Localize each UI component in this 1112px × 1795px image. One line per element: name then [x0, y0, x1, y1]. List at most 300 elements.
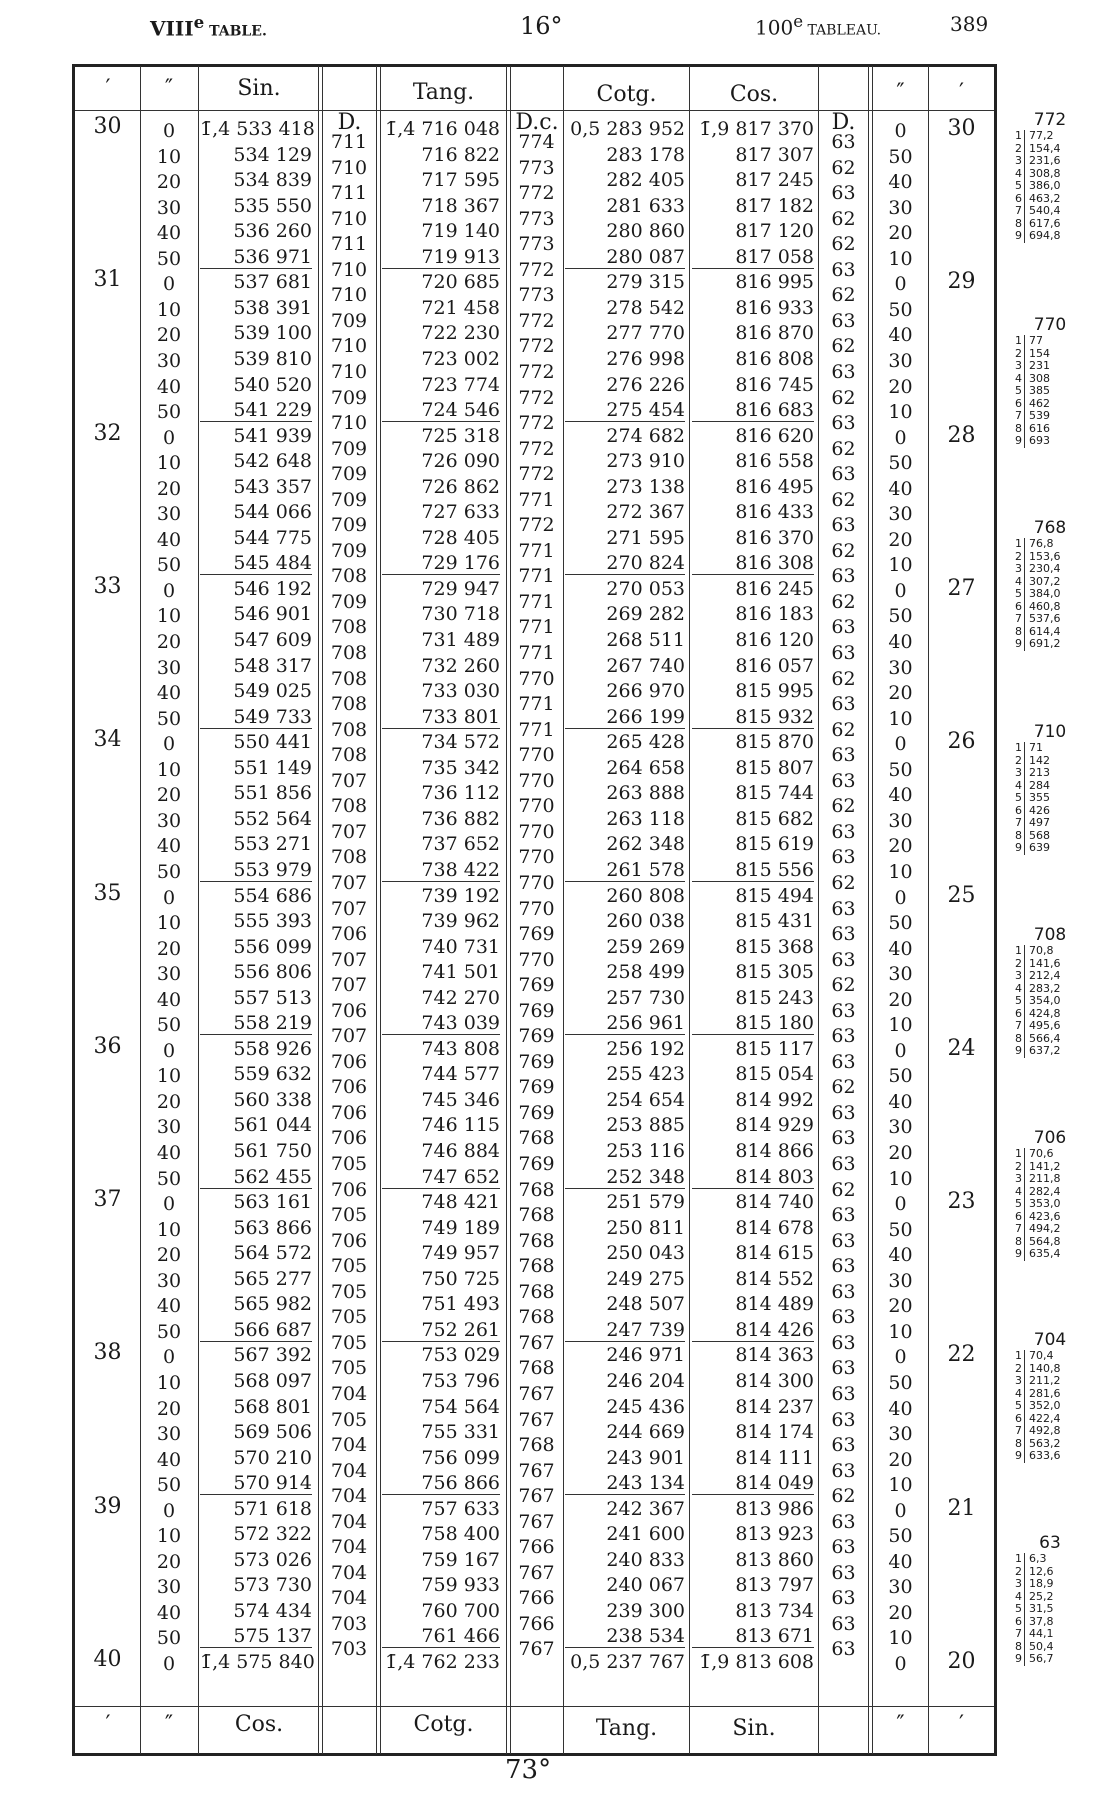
pp-row [1010, 1248, 1100, 1261]
second-left: 40 [156, 835, 182, 858]
diff-tan: 773 [518, 233, 555, 256]
cos-value: 814 552 [735, 1267, 814, 1290]
minute-right: 26 [947, 729, 976, 755]
tang-value: 718 367 [421, 194, 500, 217]
second-left: 30 [156, 1423, 182, 1446]
cos-value: 815 995 [735, 680, 814, 703]
pp-row [1010, 1400, 1100, 1413]
cotg-value: 240 067 [606, 1574, 685, 1597]
second-left: 50 [156, 247, 182, 270]
sin-value: 569 506 [233, 1421, 312, 1444]
diff-sin: 707 [330, 1025, 368, 1048]
second-right: 50 [888, 145, 913, 168]
diff-sin: 706 [330, 1127, 368, 1150]
foot-sin: Sin. [732, 1716, 776, 1741]
diff-cos: 63 [831, 1510, 856, 1533]
col-minutes-right: ′ [959, 80, 964, 105]
sin-value: 575 137 [200, 1625, 312, 1648]
pp-value: 566,4 [1029, 1031, 1061, 1045]
pp-value: 141,2 [1029, 1159, 1061, 1173]
second-left: 20 [156, 171, 182, 194]
cotg-value: 250 043 [606, 1242, 685, 1265]
pp-value: 463,2 [1029, 191, 1061, 205]
minute-left: 33 [93, 573, 122, 599]
pp-title: 708 [1033, 925, 1067, 945]
diff-tan: 772 [518, 463, 555, 486]
cotg-value: 280 860 [606, 220, 685, 243]
tang-value: 724 546 [382, 399, 500, 422]
pp-value: 354,0 [1029, 994, 1061, 1007]
minute-right: 21 [947, 1495, 976, 1521]
pp-index: 3 [1010, 767, 1025, 780]
pp-index: 8 [1010, 830, 1025, 843]
cos-value: 814 111 [735, 1446, 814, 1469]
tang-value: 719 140 [421, 220, 500, 243]
sin-value: 558 926 [233, 1037, 312, 1060]
pp-row [1010, 1450, 1100, 1463]
pp-value: 76,8 [1029, 537, 1054, 550]
second-left: 50 [156, 860, 182, 883]
second-right: 30 [888, 656, 913, 679]
pp-row [1010, 1148, 1100, 1161]
pp-row [1010, 588, 1100, 601]
col-minutes: ′ [105, 76, 111, 101]
diff-tan: 767 [518, 1382, 555, 1405]
col-d-sin: D. [337, 110, 362, 135]
diff-cos: 63 [831, 1050, 856, 1073]
diff-cos: 63 [831, 1255, 856, 1278]
pp-index: 3 [1010, 360, 1025, 373]
diff-cos: 63 [831, 1306, 856, 1329]
second-left: 40 [156, 1601, 182, 1624]
diff-tan: 771 [518, 488, 555, 511]
tang-value: 752 261 [382, 1319, 500, 1342]
sin-value: 549 025 [233, 680, 312, 703]
sin-value: 541 229 [200, 399, 312, 422]
cos-value: 813 734 [735, 1599, 814, 1622]
second-right: 10 [888, 860, 913, 883]
pp-index: 6 [1010, 1616, 1025, 1629]
diff-cos: 63 [831, 1434, 856, 1457]
pp-value: 616 [1029, 421, 1050, 435]
cos-value: 816 620 [735, 424, 814, 447]
diff-tan: 768 [518, 1255, 555, 1278]
cos-value: 814 866 [735, 1140, 814, 1162]
pp-row [1010, 995, 1100, 1008]
tang-value: 746 884 [421, 1140, 500, 1162]
diff-sin: 708 [330, 718, 368, 741]
cotg-value: 253 885 [606, 1114, 685, 1137]
cos-value: 815 243 [735, 986, 814, 1009]
second-left: 30 [156, 1269, 182, 1292]
sin-value: 547 609 [233, 629, 312, 651]
pp-value: 497 [1029, 816, 1050, 829]
pp-value: 639 [1029, 841, 1050, 854]
diff-tan: 773 [518, 284, 555, 307]
cotg-value: 249 275 [606, 1267, 685, 1290]
pp-index: 1 [1010, 335, 1025, 348]
diff-sin: 709 [330, 539, 368, 562]
diff-tan: 768 [518, 1127, 555, 1150]
diff-cos: 63 [831, 1459, 856, 1482]
diff-cos: 63 [831, 131, 856, 153]
cotg-value: 256 192 [606, 1037, 685, 1060]
second-left: 50 [156, 554, 182, 577]
second-right: 10 [888, 1320, 913, 1343]
second-left: 0 [162, 733, 176, 756]
diff-tan: 770 [518, 795, 555, 818]
pp-value: 353,0 [1029, 1197, 1061, 1210]
pp-row [1010, 830, 1100, 843]
second-left: 10 [156, 145, 182, 168]
cotg-value: 260 808 [606, 884, 685, 907]
pp-block [1010, 315, 1100, 448]
cos-value: 1̄,9 817 370 [699, 118, 814, 140]
pp-index: 1 [1010, 1148, 1025, 1161]
sin-value: 558 219 [200, 1012, 312, 1035]
pp-value: 154,4 [1029, 141, 1061, 155]
tang-value: 741 501 [421, 961, 500, 984]
cotg-value: 238 534 [565, 1625, 685, 1648]
diff-cos: 62 [831, 667, 856, 690]
diff-cos: 63 [831, 923, 856, 946]
diff-cos: 62 [831, 207, 856, 230]
sin-value: 544 066 [233, 501, 312, 524]
cos-value: 814 300 [735, 1369, 814, 1392]
cos-value: 1̄,9 813 608 [699, 1651, 814, 1673]
sin-value: 545 484 [200, 552, 312, 575]
second-right: 10 [888, 1014, 913, 1037]
pp-index: 6 [1010, 398, 1025, 411]
second-right: 30 [888, 1269, 913, 1292]
pp-index: 5 [1010, 995, 1025, 1008]
diff-cos: 63 [831, 1408, 856, 1431]
diff-sin: 706 [330, 1050, 368, 1073]
second-right: 0 [894, 733, 907, 756]
tableau-number: 100e TABLEAU. [755, 12, 882, 40]
pp-title: 770 [1033, 315, 1067, 335]
cos-value: 816 245 [735, 577, 814, 600]
pp-block [1010, 518, 1100, 651]
second-left: 30 [156, 1116, 182, 1139]
second-right: 50 [888, 912, 913, 935]
cos-value: 815 619 [735, 833, 814, 856]
diff-tan: 770 [518, 948, 555, 971]
pp-row [1010, 817, 1100, 830]
sin-value: 563 161 [233, 1191, 312, 1214]
sin-value: 536 971 [200, 246, 312, 269]
diff-cos: 63 [831, 820, 856, 843]
pp-row [1010, 348, 1100, 361]
cos-value: 816 870 [735, 322, 814, 345]
pp-index: 3 [1010, 1578, 1025, 1591]
pp-value: 352,0 [1029, 1399, 1061, 1412]
diff-cos: 63 [831, 948, 856, 971]
sin-value: 535 550 [233, 194, 312, 217]
tang-value: 761 466 [382, 1625, 500, 1648]
sin-value: 573 026 [233, 1548, 312, 1571]
cos-value: 817 307 [735, 143, 814, 166]
tang-value: 736 112 [421, 782, 500, 805]
second-right: 0 [894, 120, 907, 142]
pp-title: 768 [1033, 518, 1067, 538]
second-left: 50 [156, 1627, 182, 1650]
diff-tan: 770 [518, 897, 555, 920]
pp-index: 5 [1010, 1603, 1025, 1616]
sin-value: 570 210 [233, 1446, 312, 1469]
cotg-value: 248 507 [606, 1293, 685, 1316]
cos-value: 814 992 [735, 1088, 814, 1111]
second-right: 0 [894, 1346, 907, 1369]
minute-right: 25 [947, 882, 976, 908]
diff-cos: 62 [831, 437, 856, 460]
cos-value: 814 678 [735, 1216, 814, 1239]
foot-minutes-right: ′ [959, 1712, 964, 1737]
second-left: 10 [156, 1525, 182, 1548]
pp-index: 5 [1010, 1400, 1025, 1413]
pp-index: 4 [1010, 373, 1025, 386]
sin-value: 568 801 [233, 1395, 312, 1418]
pp-row [1010, 742, 1100, 755]
pp-block [1010, 1128, 1100, 1261]
diff-sin: 709 [330, 309, 368, 332]
pp-value: 539 [1029, 409, 1050, 422]
diff-cos: 62 [831, 1076, 856, 1099]
diff-tan: 774 [518, 131, 555, 153]
pp-value: 44,1 [1029, 1627, 1054, 1640]
cotg-value: 278 542 [606, 296, 685, 319]
diff-cos: 63 [831, 846, 856, 869]
pp-row [1010, 1045, 1100, 1058]
diff-cos: 63 [831, 1382, 856, 1405]
cotg-value: 263 118 [606, 807, 685, 830]
pp-row [1010, 1173, 1100, 1186]
pp-value: 494,2 [1029, 1222, 1061, 1235]
cos-value: 815 117 [735, 1037, 814, 1060]
pp-value: 71 [1029, 741, 1043, 754]
cotg-value: 268 511 [606, 629, 685, 651]
second-left: 40 [156, 1142, 182, 1164]
pp-row [1010, 1641, 1100, 1654]
diff-sin: 704 [330, 1587, 368, 1610]
pp-index: 1 [1010, 130, 1025, 143]
pp-row [1010, 970, 1100, 983]
second-right: 50 [888, 452, 913, 475]
pp-index: 9 [1010, 1045, 1025, 1058]
col-dc: D.c. [515, 110, 559, 135]
tang-value: 733 801 [382, 706, 500, 729]
tang-value: 723 002 [421, 347, 500, 370]
second-right: 0 [894, 1499, 907, 1522]
diff-tan: 769 [518, 974, 555, 997]
diff-tan: 768 [518, 1204, 555, 1227]
pp-value: 614,4 [1029, 624, 1061, 638]
cos-value: 817 058 [692, 246, 814, 269]
divider [563, 66, 564, 1754]
sin-value: 566 687 [200, 1319, 312, 1342]
diff-sin: 704 [330, 1510, 368, 1533]
cotg-value: 245 436 [606, 1395, 685, 1418]
diff-sin: 708 [330, 616, 368, 639]
cos-value: 816 808 [735, 347, 814, 370]
pp-index: 2 [1010, 1566, 1025, 1579]
second-left: 40 [156, 1295, 182, 1318]
diff-cos: 62 [831, 718, 856, 741]
second-right: 20 [888, 528, 913, 551]
second-left: 50 [156, 707, 182, 730]
cotg-value: 260 038 [606, 910, 685, 933]
diff-tan: 771 [518, 693, 555, 716]
sin-value: 548 317 [233, 654, 312, 677]
second-left: 20 [156, 1397, 182, 1420]
minute-right: 24 [947, 1035, 976, 1061]
pp-value: 307,2 [1029, 574, 1061, 588]
diff-tan: 771 [518, 539, 555, 562]
diff-tan: 769 [518, 1153, 555, 1175]
pp-value: 12,6 [1029, 1564, 1054, 1578]
diff-cos: 62 [831, 871, 856, 894]
cotg-value: 283 178 [606, 143, 685, 166]
diff-cos: 63 [831, 693, 856, 716]
second-left: 0 [162, 426, 176, 449]
diff-sin: 704 [330, 1434, 368, 1457]
sin-value: 539 810 [233, 347, 312, 370]
tang-value: 739 192 [421, 884, 500, 907]
second-left: 30 [156, 503, 182, 526]
col-d-cos: D. [831, 110, 856, 135]
pp-value: 423,6 [1029, 1209, 1061, 1223]
diff-cos: 62 [831, 386, 856, 409]
pp-index: 9 [1010, 230, 1025, 243]
diff-tan: 768 [518, 1178, 555, 1201]
pp-index: 7 [1010, 1425, 1025, 1438]
diff-tan: 772 [518, 437, 555, 460]
pp-value: 426 [1029, 803, 1050, 817]
cos-value: 815 744 [735, 782, 814, 805]
pp-value: 18,9 [1029, 1577, 1054, 1590]
cotg-value: 257 730 [606, 986, 685, 1009]
diff-sin: 707 [330, 974, 368, 997]
second-right: 40 [888, 1550, 913, 1573]
pp-index: 3 [1010, 155, 1025, 168]
sin-value: 557 513 [233, 986, 312, 1009]
second-right: 30 [888, 196, 913, 219]
diff-sin: 706 [330, 1101, 368, 1124]
cos-value: 816 057 [735, 654, 814, 677]
pp-index: 3 [1010, 1173, 1025, 1186]
pp-row [1010, 1425, 1100, 1438]
sin-value: 536 260 [233, 220, 312, 243]
diff-tan: 769 [518, 1076, 555, 1099]
diff-cos: 63 [831, 182, 856, 205]
diff-sin: 710 [330, 207, 368, 230]
pp-value: 282,4 [1029, 1184, 1061, 1198]
diff-cos: 63 [831, 1331, 856, 1354]
col-seconds: ″ [164, 76, 174, 101]
tang-value: 726 090 [421, 450, 500, 473]
minute-left: 39 [93, 1493, 122, 1519]
second-right: 10 [888, 247, 913, 270]
cotg-value: 246 204 [606, 1369, 685, 1392]
second-left: 40 [156, 222, 182, 245]
second-left: 20 [156, 477, 182, 500]
cos-value: 814 426 [692, 1319, 814, 1342]
diff-sin: 707 [330, 948, 368, 971]
sin-value: 1̄,4 533 418 [200, 118, 315, 140]
tang-value: 743 808 [421, 1037, 500, 1060]
second-left: 50 [156, 1167, 182, 1190]
tang-value: 753 029 [421, 1344, 500, 1367]
tang-value: 739 962 [421, 910, 500, 933]
tang-value: 720 685 [421, 271, 500, 294]
pp-row [1010, 1553, 1100, 1566]
diff-sin: 703 [330, 1638, 368, 1661]
pp-value: 564,8 [1029, 1234, 1061, 1248]
cotg-value: 273 910 [606, 450, 685, 473]
diff-sin: 709 [330, 463, 368, 486]
tang-value: 758 400 [421, 1523, 500, 1546]
cotg-value: 240 833 [606, 1548, 685, 1571]
cos-value: 816 558 [735, 450, 814, 473]
tang-value: 725 318 [421, 424, 500, 447]
sin-value: 561 044 [233, 1114, 312, 1137]
diff-cos: 63 [831, 309, 856, 332]
pp-index: 2 [1010, 143, 1025, 156]
cos-value: 816 683 [692, 399, 814, 422]
sin-value: 551 856 [233, 782, 312, 805]
tang-value: 757 633 [421, 1497, 500, 1520]
sin-value: 564 572 [233, 1242, 312, 1265]
second-left: 20 [156, 1090, 182, 1113]
pp-index: 1 [1010, 1553, 1025, 1566]
diff-tan: 772 [518, 182, 555, 205]
foot-seconds-right: ″ [896, 1712, 905, 1737]
diff-sin: 709 [330, 514, 368, 537]
cos-value: 814 740 [735, 1191, 814, 1214]
second-left: 20 [156, 1244, 182, 1267]
pp-value: 691,2 [1029, 637, 1061, 650]
diff-tan: 771 [518, 642, 555, 664]
divider [376, 66, 381, 1754]
pp-value: 283,2 [1029, 981, 1061, 995]
second-left: 20 [156, 1550, 182, 1573]
divider [198, 66, 199, 1754]
cos-value: 813 671 [692, 1625, 814, 1648]
pp-value: 693 [1029, 434, 1050, 447]
diff-tan: 773 [518, 207, 555, 230]
second-right: 20 [888, 1448, 913, 1471]
diff-cos: 62 [831, 539, 856, 562]
sin-value: 537 681 [233, 271, 312, 294]
tang-value: 730 718 [421, 603, 500, 626]
pp-value: 25,2 [1029, 1589, 1054, 1603]
cos-value: 814 363 [735, 1344, 814, 1367]
pp-row [1010, 373, 1100, 386]
pp-value: 386,0 [1029, 179, 1061, 192]
diff-sin: 711 [330, 131, 368, 153]
second-right: 40 [888, 937, 913, 960]
diff-cos: 63 [831, 1638, 856, 1661]
diff-sin: 709 [330, 488, 368, 511]
second-left: 0 [162, 886, 176, 909]
minute-right: 30 [947, 116, 976, 141]
pp-value: 70,8 [1029, 944, 1054, 957]
footer-degree: 73° [505, 1755, 552, 1785]
tang-value: 751 493 [421, 1293, 500, 1316]
diff-sin: 705 [330, 1280, 368, 1303]
pp-value: 230,4 [1029, 562, 1061, 575]
sin-value: 546 192 [233, 577, 312, 600]
